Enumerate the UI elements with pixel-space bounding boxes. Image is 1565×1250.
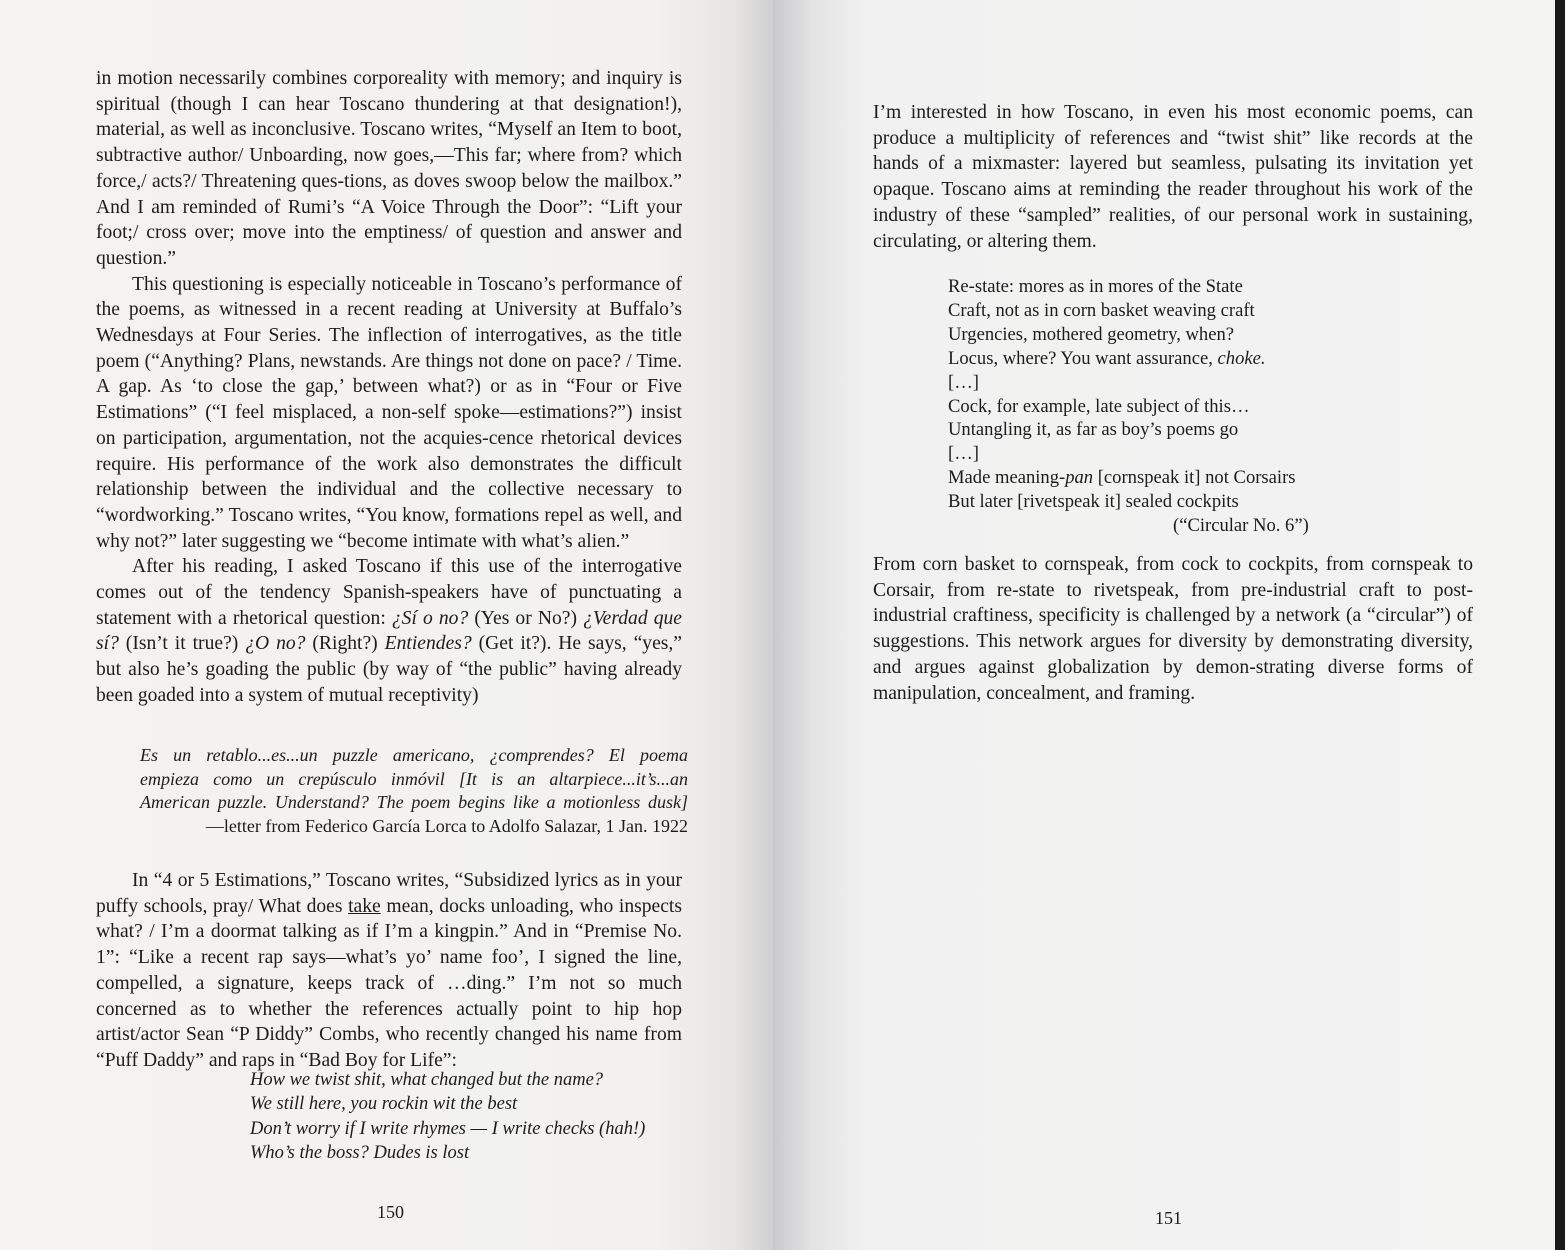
- quote-line: Es un retablo...es...un puzzle americano, ¿comprendes? El poema: [140, 745, 688, 765]
- paragraph: From corn basket to cornspeak, from cock to cockpits, from cornspeak to Corsair, from re-state to rivetspeak, from pre-industrial craft to post-industrial craftiness, specificity is challenged by a network (a “circular”) of suggestions. This network argues for diversity by demonstrating diversity, and argues against globalization by demon-strating diverse forms of manipulation, concealment, and framing.: [873, 554, 1473, 704]
- left-body-text: [96, 66, 682, 709]
- lyric-line: Don’t worry if I write rhymes — I write checks (hah!): [250, 1118, 646, 1139]
- lyric-line: Who’s the boss? Dudes is lost: [250, 1142, 470, 1163]
- poem-line: Made meaning-pan [cornspeak it] not Corsairs: [948, 467, 1296, 489]
- left-page: [0, 0, 773, 1250]
- quote-line: American puzzle. Understand? The poem begins like a motionless dusk]: [140, 792, 688, 813]
- paragraph: I’m interested in how Toscano, in even his most economic poems, can produce a multiplicity of references and “twist shit” like records at the hands of a mixmaster: layered but seamless, pulsating its invitation yet opaque. Toscano aims at reminding the reader throughout his work of the industry of these “sampled” realities, of our personal work in sustaining, circulating, or altering them.: [873, 102, 1473, 252]
- poem-line: Untangling it, as far as boy’s poems go: [948, 419, 1239, 441]
- poem-line: Craft, not as in corn basket weaving craft: [948, 299, 1255, 321]
- lyric-line: How we twist shit, what changed but the name?: [250, 1070, 604, 1090]
- page-number: 150: [377, 1202, 404, 1222]
- poem-line: […]: [948, 443, 979, 465]
- poem-line: Urgencies, mothered geometry, when?: [948, 323, 1235, 345]
- paragraph: This questioning is especially noticeable in Toscano’s performance of the poems, as witnessed in a recent reading at University at Buffalo’s Wednesdays at Four Series. The inflection of interrogatives, as the title poem (“Anything? Plans, newstands. Are things not done on pace? / Time. A gap. As ‘to close the gap,’ between what?) or as in “Four or Five Estimations” (“I feel misplaced, a non-self spoke—estimations?”) insist on participation, argumentation, not the acquies-cence rhetorical devices require. His performance of the work also demonstrates the difficult relationship between the individual and the collective necessary to “wordworking.” Toscano writes, “You know, formations repel as well, and why not?” later suggesting we “become intimate with what’s alien.”: [96, 273, 682, 552]
- circular-poem-quote: [948, 275, 1309, 538]
- poem-line: But later [rivetspeak it] sealed cockpits: [948, 491, 1239, 513]
- poem-line: Cock, for example, late subject of this…: [948, 395, 1250, 417]
- poem-line: Re-state: mores as in mores of the State: [948, 276, 1243, 297]
- lyric-line: We still here, you rockin wit the best: [250, 1094, 518, 1115]
- right-body-text: [873, 100, 1473, 254]
- right-body-text-lower: [873, 552, 1473, 706]
- poem-line: Locus, where? You want assurance, choke.: [948, 347, 1266, 369]
- rap-lyrics-quote: [250, 1068, 645, 1165]
- poem-source: (“Circular No. 6”): [1173, 515, 1309, 537]
- lorca-block-quote: [140, 744, 688, 839]
- paragraph: in motion necessarily combines corporeality with memory; and inquiry is spiritual (though I can hear Toscano thundering at that designation!), material, as well as inconclusive. Toscano writes, “Myself an Item to boot, subtractive author/ Unboarding, now goes,—This far; where from? which force,/ acts?/ Threatening ques-tions, as doves swoop below the mailbox.” And I am reminded of Rumi’s “A Voice Through the Door”: “Lift your foot;/ cross over; move into the emptiness/ of question and answer and question.”: [96, 68, 682, 269]
- page-number: 151: [1155, 1208, 1182, 1228]
- paragraph: In “4 or 5 Estimations,” Toscano writes, “Subsidized lyrics as in your puffy schools, pray/ What does take mean, docks unloading, who inspects what? / I’m a doormat talking as if I’m a kingpin.” And in “Premise No. 1”: “Like a recent rap says—what’s yo’ name foo’, I signed the line, compelled, a signature, keeps track of …ding.” I’m not so much concerned as to whether the references actually point to hip hop artist/actor Sean “P Diddy” Combs, who recently changed his name from “Puff Daddy” and raps in “Bad Boy for Life”:: [96, 870, 683, 1071]
- quote-attribution: —letter from Federico García Lorca to Adolfo Salazar, 1 Jan. 1922: [205, 816, 688, 837]
- poem-line: […]: [948, 371, 979, 393]
- left-body-text-lower: [96, 868, 682, 1074]
- quote-line: empieza como un crepúsculo inmóvil [It is an altarpiece...it’s...an: [140, 768, 688, 789]
- paragraph: After his reading, I asked Toscano if this use of the interrogative comes out of the tendency Spanish-speakers have of punctuating a statement with a rhetorical question: ¿Sí o no? (Yes or No?) ¿Verdad que sí? (Isn’t it true?) ¿O no? (Right?) Entiendes? (Get it?). He says, “yes,” but also he’s goading the public (by way of “the public” having already been goaded into a system of mutual receptivity): [96, 556, 683, 706]
- right-page: [773, 0, 1555, 1250]
